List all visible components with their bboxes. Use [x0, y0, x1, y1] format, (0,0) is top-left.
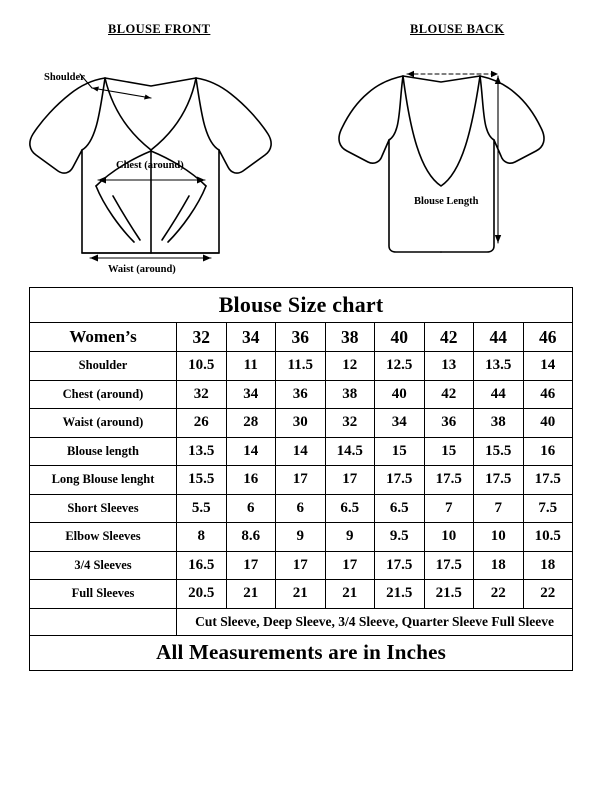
measurement-cell: 21 — [226, 580, 276, 609]
measurement-cell: 17.5 — [375, 551, 425, 580]
measurement-cell: 32 — [177, 380, 227, 409]
header-size-44: 44 — [474, 323, 524, 352]
size-chart-table-wrap — [29, 287, 572, 671]
measurement-cell: 15 — [375, 437, 425, 466]
measurement-cell: 12 — [325, 352, 375, 381]
table-row — [30, 409, 573, 438]
measurement-cell: 10 — [474, 523, 524, 552]
measurement-cell: 5.5 — [177, 494, 227, 523]
measurement-cell: 10.5 — [523, 523, 573, 552]
note-blank-cell — [30, 608, 177, 635]
table-row — [30, 466, 573, 495]
row-label: Elbow Sleeves — [30, 523, 177, 552]
row-label: Short Sleeves — [30, 494, 177, 523]
measurement-cell: 44 — [474, 380, 524, 409]
table-title-row — [30, 288, 573, 323]
header-size-42: 42 — [424, 323, 474, 352]
measurement-cell: 17 — [226, 551, 276, 580]
measurement-cell: 17 — [276, 466, 326, 495]
measurement-cell: 36 — [424, 409, 474, 438]
table-row — [30, 523, 573, 552]
sleeve-types-note: Cut Sleeve, Deep Sleeve, 3/4 Sleeve, Quarter Sleeve Full Sleeve — [177, 608, 573, 635]
measurement-cell: 18 — [474, 551, 524, 580]
measurement-cell: 21 — [325, 580, 375, 609]
blouse-front-title: BLOUSE FRONT — [108, 22, 211, 36]
measurement-cell: 14.5 — [325, 437, 375, 466]
measurement-cell: 17 — [325, 551, 375, 580]
label-shoulder: Shoulder — [44, 72, 85, 83]
measurement-cell: 26 — [177, 409, 227, 438]
header-size-32: 32 — [177, 323, 227, 352]
label-waist: Waist (around) — [108, 264, 176, 275]
measurement-cell: 11.5 — [276, 352, 326, 381]
measurement-cell: 15.5 — [177, 466, 227, 495]
header-size-40: 40 — [375, 323, 425, 352]
measurement-cell: 38 — [474, 409, 524, 438]
measurement-cell: 15.5 — [474, 437, 524, 466]
table-row — [30, 437, 573, 466]
measurement-cell: 9 — [276, 523, 326, 552]
measurement-cell: 11 — [226, 352, 276, 381]
label-chest: Chest (around) — [116, 160, 184, 171]
measurement-cell: 16 — [523, 437, 573, 466]
chart-title: Blouse Size chart — [30, 288, 573, 323]
measurement-cell: 38 — [325, 380, 375, 409]
row-label: 3/4 Sleeves — [30, 551, 177, 580]
measurement-cell: 17 — [276, 551, 326, 580]
measurement-cell: 21 — [276, 580, 326, 609]
label-blouse-length: Blouse Length — [414, 196, 479, 207]
measurement-cell: 7.5 — [523, 494, 573, 523]
header-size-34: 34 — [226, 323, 276, 352]
row-label: Chest (around) — [30, 380, 177, 409]
measurement-cell: 6 — [226, 494, 276, 523]
header-size-38: 38 — [325, 323, 375, 352]
measurement-cell: 17.5 — [523, 466, 573, 495]
measurement-cell: 17.5 — [424, 551, 474, 580]
measurement-cell: 13 — [424, 352, 474, 381]
measurement-cell: 18 — [523, 551, 573, 580]
measurement-cell: 13.5 — [177, 437, 227, 466]
measurement-cell: 9.5 — [375, 523, 425, 552]
blouse-diagrams — [0, 0, 600, 285]
measurement-cell: 17.5 — [375, 466, 425, 495]
size-chart-table — [29, 287, 573, 671]
row-label: Blouse length — [30, 437, 177, 466]
measurement-cell: 17.5 — [474, 466, 524, 495]
measurement-cell: 7 — [474, 494, 524, 523]
measurement-cell: 42 — [424, 380, 474, 409]
table-row — [30, 551, 573, 580]
table-row — [30, 580, 573, 609]
table-row — [30, 380, 573, 409]
table-row — [30, 494, 573, 523]
header-size-46: 46 — [523, 323, 573, 352]
measurement-cell: 7 — [424, 494, 474, 523]
measurements-units-note: All Measurements are in Inches — [30, 635, 573, 670]
measurement-cell: 6.5 — [325, 494, 375, 523]
measurement-cell: 13.5 — [474, 352, 524, 381]
measurement-cell: 36 — [276, 380, 326, 409]
measurement-cell: 9 — [325, 523, 375, 552]
measurement-cell: 17 — [325, 466, 375, 495]
measurement-cell: 32 — [325, 409, 375, 438]
measurement-cell: 40 — [523, 409, 573, 438]
measurement-cell: 30 — [276, 409, 326, 438]
blouse-illustrations — [0, 0, 600, 290]
measurement-cell: 20.5 — [177, 580, 227, 609]
measurement-cell: 16.5 — [177, 551, 227, 580]
measurement-cell: 22 — [474, 580, 524, 609]
row-label: Waist (around) — [30, 409, 177, 438]
measurement-cell: 34 — [375, 409, 425, 438]
row-label: Shoulder — [30, 352, 177, 381]
header-women-label: Women’s — [30, 323, 177, 352]
header-size-36: 36 — [276, 323, 326, 352]
measurement-cell: 14 — [276, 437, 326, 466]
measurement-cell: 14 — [226, 437, 276, 466]
blouse-back-title: BLOUSE BACK — [410, 22, 505, 36]
table-note-row — [30, 608, 573, 635]
row-label: Full Sleeves — [30, 580, 177, 609]
measurement-cell: 15 — [424, 437, 474, 466]
measurement-cell: 21.5 — [424, 580, 474, 609]
measurement-cell: 16 — [226, 466, 276, 495]
measurement-cell: 21.5 — [375, 580, 425, 609]
measurement-cell: 10 — [424, 523, 474, 552]
measurement-cell: 12.5 — [375, 352, 425, 381]
measurement-cell: 8.6 — [226, 523, 276, 552]
measurement-cell: 10.5 — [177, 352, 227, 381]
measurement-cell: 17.5 — [424, 466, 474, 495]
measurement-cell: 40 — [375, 380, 425, 409]
measurement-cell: 28 — [226, 409, 276, 438]
measurement-cell: 34 — [226, 380, 276, 409]
row-label: Long Blouse lenght — [30, 466, 177, 495]
measurement-cell: 8 — [177, 523, 227, 552]
measurement-cell: 14 — [523, 352, 573, 381]
table-footer-row — [30, 635, 573, 670]
measurement-cell: 6 — [276, 494, 326, 523]
table-header-row — [30, 323, 573, 352]
measurement-cell: 6.5 — [375, 494, 425, 523]
measurement-cell: 22 — [523, 580, 573, 609]
measurement-cell: 46 — [523, 380, 573, 409]
table-row — [30, 352, 573, 381]
